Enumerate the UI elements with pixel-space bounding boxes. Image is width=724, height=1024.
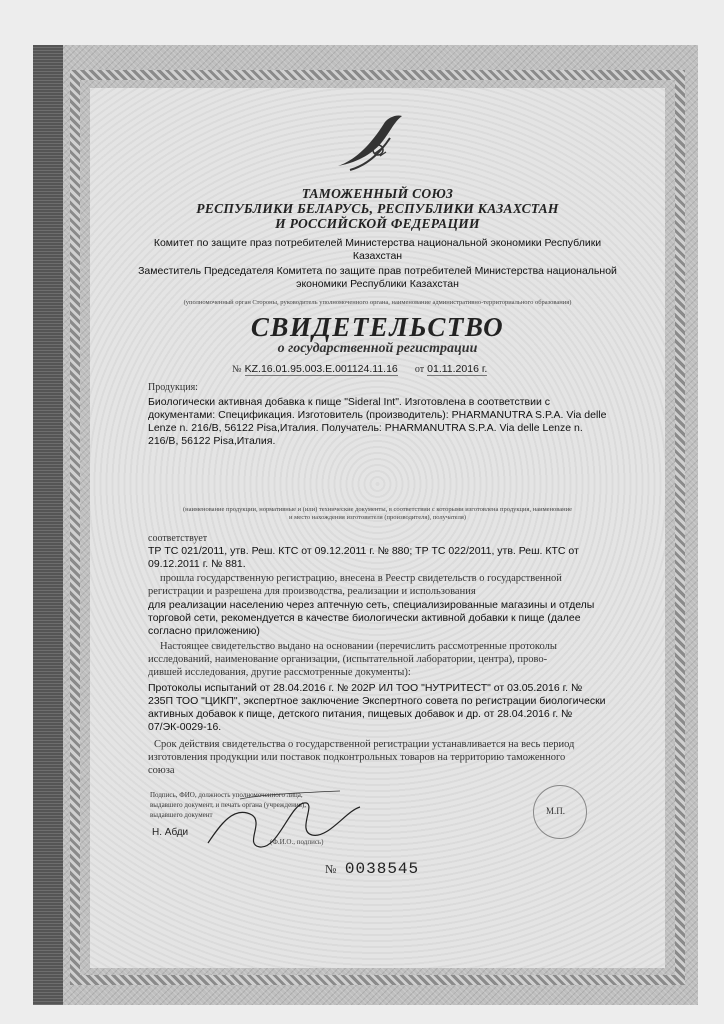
protocol-line: 07/ЭК-0029-16. [148,721,222,733]
protocol-line: 235П ТОО "ЦИКП", экспертное заключение Экспертного совета по регистрации биологически [148,695,606,707]
conformity-label: соответствует [148,533,208,544]
product-line: 216/B, 56122 Pisa,Италия. [148,435,276,447]
signature-caption-line: выдавшего документ [150,811,213,819]
product-description [148,396,628,448]
basis-line: дившей исследования, другие рассмотренные документы): [148,667,411,678]
conformity-line: ТР ТС 021/2011, утв. Реш. КТС от 09.12.2011 г. № 880; ТР ТС 022/2011, утв. Реш. КТС от [148,545,579,557]
deputy-line1: Заместитель Председателя Комитета по защите прав потребителей Министерства национальной [138,265,617,277]
seal-label: М.П. [546,806,566,816]
certificate-title: СВИДЕТЕЛЬСТВО [250,312,505,342]
committee-line1: Комитет по защите праз потребителей Министерства национальной экономики Республики [153,237,602,249]
form-number [325,860,419,878]
registration-date: 01.11.2016 г. [427,363,488,375]
registration-number-row [232,362,487,376]
union-title-line3: И РОССИЙСКОЙ ФЕДЕРАЦИИ [275,216,480,231]
product-caption-line: (наименование продукции, нормативные и (или) технические документы, в соответствии с которыми изготовлена продукция, наименование [182,506,573,513]
union-title-line1: ТАМОЖЕННЫЙ СОЮЗ [301,186,454,201]
product-caption-line: и место нахождения изготовителя (производителя), получателя) [288,514,467,521]
certificate-subtitle: о государственной регистрации [277,341,478,356]
fio-caption: (Ф.И.О., подпись) [270,838,324,846]
usage-line: согласно приложению) [148,625,260,637]
usage-line: для реализации населению через аптечную сеть, специализированные магазины и отделы [148,599,595,611]
protocol-line: активных добавок к пище, детского питания, пищевых добавок и др. от 28.04.2016 г. № [148,708,573,720]
register-statement [148,572,638,598]
date-label: от [414,364,425,375]
product-label: Продукция: [148,382,198,393]
signature-caption-line: выдавшего документ, и печать органа (учреждения), [150,801,306,809]
basis-line: исследований, наименование организации, (испытательной лаборатории, центра), прово- [148,654,548,665]
form-number-value: 0038545 [344,860,420,878]
usage-scope [148,599,628,638]
signature-caption-line: Подпись, ФИО, должность уполномоченного лица, [150,791,303,799]
basis-line: Настоящее свидетельство выдано на основании (перечислить рассмотренные протоколы [160,641,557,652]
validity-line: союза [148,765,175,776]
product-caption [90,506,665,522]
conformity-standards [148,545,628,571]
form-number-sign: № [325,862,337,876]
product-line: документами: Спецификация. Изготовитель (производитель): PHARMANUTRA S.P.A. Via delle [148,409,607,421]
conformity-line: 09.12.2011 г. № 881. [148,558,246,570]
product-line: Lenze n. 216/B, 56122 Pisa,Италия. Получатель: PHARMANUTRA S.P.A. Via delle Lenze n. [148,422,583,434]
registration-number: KZ.16.01.95.003.E.001124.11.16 [244,363,398,375]
register-line: прошла государственную регистрацию, внесена в Реестр свидетельств о государственной [160,573,562,584]
validity-line: изготовления продукции или поставок подконтрольных товаров на территорию таможенного [148,752,566,763]
basis-statement [148,640,638,679]
union-title-line2: РЕСПУБЛИКИ БЕЛАРУСЬ, РЕСПУБЛИКИ КАЗАХСТАН [196,201,559,216]
deputy-line2: экономики Республики Казахстан [296,278,459,290]
signature-icon [200,785,380,860]
committee-line2: Казахстан [352,250,403,262]
paper-left-edge [33,45,63,1005]
validity-statement [148,738,648,777]
signatory-name: Н. Абди [152,827,189,838]
validity-line: Срок действия свидетельства о государственной регистрации устанавливается на весь период [154,739,575,750]
usage-line: торговой сети, рекомендуется в качестве биологически активной добавки к пище (далее [148,612,581,624]
test-protocols [148,682,638,734]
register-line: регистрации и разрешена для производства, реализации и использования [148,586,476,597]
number-sign: № [232,364,242,375]
customs-union-emblem-icon [330,108,410,178]
product-line: Биологически активная добавка к пище "Sideral Int". Изготовлена в соответствии с [148,396,551,408]
protocol-line: Протоколы испытаний от 28.04.2016 г. № 202Р ИЛ ТОО "НУТРИТЕСТ" от 03.05.2016 г. № [148,682,583,694]
authority-caption: (уполномоченный орган Стороны, руководитель уполномоченного органа, наименование административно-территориального образования) [183,299,572,306]
